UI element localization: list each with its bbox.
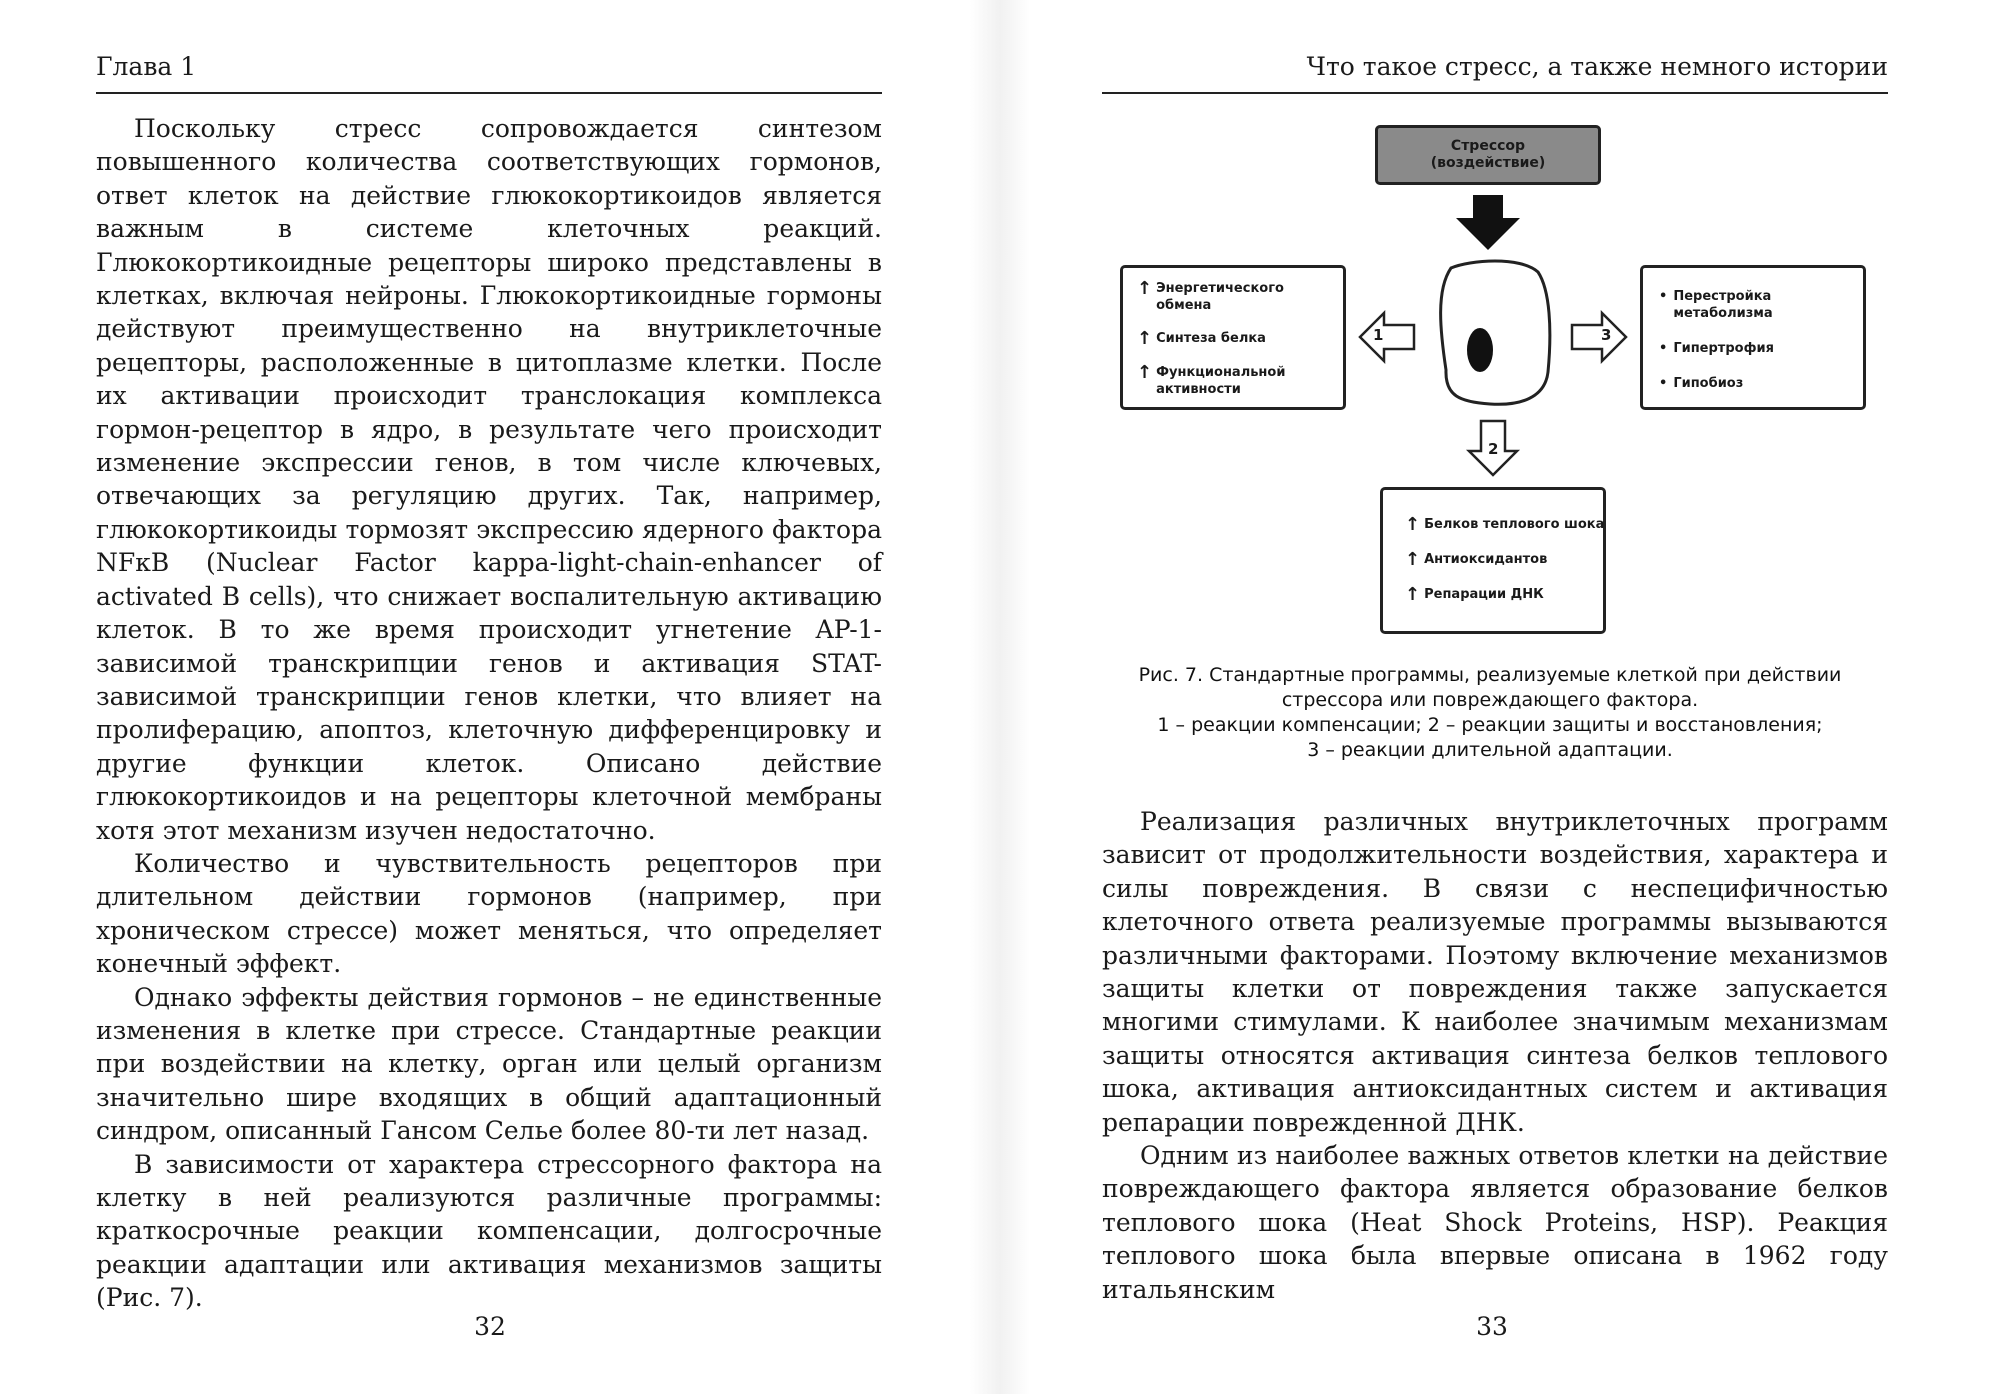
up-arrow-icon: ↑	[1137, 328, 1153, 349]
protection-box	[1380, 487, 1606, 634]
arrow-label-3: 3	[1601, 326, 1612, 344]
box-item: • Перестройка метаболизма	[1659, 289, 1773, 321]
box-item: ↑ Функциональной активности	[1137, 362, 1286, 397]
arrow-label-1: 1	[1373, 326, 1384, 344]
box-item: ↑ Синтеза белка	[1137, 328, 1266, 349]
box-item: ↑ Репарации ДНК	[1405, 584, 1544, 605]
up-arrow-icon: ↑	[1137, 362, 1153, 383]
page-number-right: 33	[1476, 1312, 1508, 1341]
up-arrow-icon: ↑	[1405, 549, 1421, 570]
page-number-left: 32	[474, 1312, 506, 1341]
right-outline-arrow	[1572, 313, 1626, 361]
stressor-box	[1375, 125, 1601, 185]
paragraph: Одним из наиболее важных ответов клетки на действие повреждающего фактора является образование белков теплового шока (Heat Shock Proteins, HSP). Реакция теплового шока была впервые описана в 1962 году итальянским	[1102, 1141, 1888, 1304]
left-outline-arrow	[1360, 313, 1414, 361]
right-text-block	[1102, 805, 1888, 1306]
right-page	[1000, 0, 2000, 1394]
paragraph: Количество и чувствительность рецепторов при длительном действии гормонов (например, при хроническом стрессе) может меняться, что определяет конечный эффект.	[96, 848, 882, 979]
paragraph: В зависимости от характера стрессорного фактора на клетку в ней реализуются различные программы: краткосрочные реакции компенсации, долгосрочные реакции адаптации или активация механизмов защиты (Рис. 7).	[96, 1149, 882, 1313]
stressor-label: Стрессор	[1450, 138, 1526, 154]
box-item: • Гипертрофия	[1659, 341, 1774, 356]
bullet-icon: •	[1659, 376, 1668, 391]
paragraph: Однако эффекты действия гормонов – не единственные изменения в клетке при стрессе. Стандартные реакции при воздействии на клетку, орган или целый организм значительно шире входящих в общий адаптационный синдром, описанный Гансом Селье более 80-ти лет назад.	[96, 982, 882, 1146]
stressor-down-arrow	[1456, 195, 1520, 250]
header-rule-left	[96, 92, 882, 94]
paragraph: Поскольку стресс сопровождается синтезом повышенного количества соответствующих гормонов, ответ клеток на действие глюкокортикоидов является важным в системе клеточных реакций. Глюкокортикоидные рецепторы широко представлены в клетках, включая нейроны. Глюкокортикоидные гормоны действуют преимущественно на внутриклеточные рецепторы, расположенные в цитоплазме клетки. После их активации происходит транслокация комплекса гормон-рецептор в ядро, в результате чего происходит изменение экспрессии генов, в том числе ключевых, отвечающих за регуляцию других. Так, например, глюкокортикоиды тормозят экспрессию ядерного фактора NFκB (Nuclear Factor kappa-light-chain-enhancer of activated B cells), что снижает воспалительную активацию клеток. В то же время происходит угнетение AP-1-зависимой транскрипции генов и активация STAT-зависимой транскрипции генов клетки, что влияет на пролиферацию, апоптоз, клеточную дифференцировку и другие функции клеток. Описано действие глюкокортикоидов и на рецепторы клеточной мембраны хотя этот механизм изучен недостаточно.	[96, 114, 882, 845]
running-head-left: Глава 1	[96, 52, 197, 81]
stressor-sublabel: (воздействие)	[1430, 155, 1546, 171]
bullet-icon: •	[1659, 341, 1668, 356]
bullet-icon: •	[1659, 289, 1668, 304]
box-item: ↑ Белков теплового шока	[1405, 514, 1605, 535]
up-arrow-icon: ↑	[1405, 514, 1421, 535]
adaptation-box	[1640, 265, 1866, 410]
up-arrow-icon: ↑	[1405, 584, 1421, 605]
running-head-right: Что такое стресс, а также немного истории	[1306, 52, 1888, 81]
box-item: ↑ Энергетического обмена	[1137, 278, 1284, 313]
left-page	[0, 0, 970, 1394]
cell-shape	[1441, 261, 1550, 404]
figure-caption: Рис. 7. Стандартные программы, реализуемые клеткой при действии стрессора или повреждающего фактора. 1 – реакции компенсации; 2 – реакции защиты и восстановления; 3 – реакции длительной адаптации.	[1138, 664, 1842, 761]
box-item: ↑ Антиоксидантов	[1405, 549, 1548, 570]
compensation-box	[1120, 265, 1346, 410]
up-arrow-icon: ↑	[1137, 278, 1153, 299]
paragraph: Реализация различных внутриклеточных программ зависит от продолжительности воздействия, характера и силы повреждения. В связи с неспецифичностью клеточного ответа реализуемые программы вызываются различными факторами. Поэтому включение механизмов защиты клетки от повреждения также запускается многими стимулами. К наиболее значимым механизмам защиты относятся активация синтеза белков теплового шока, активация антиоксидантных систем и активация репарации поврежденной ДНК.	[1102, 807, 1888, 1137]
box-item: • Гипобиоз	[1659, 376, 1744, 391]
figure-7	[1000, 0, 2000, 780]
cell-nucleus	[1467, 328, 1493, 372]
arrow-label-2: 2	[1488, 440, 1499, 458]
left-text-block	[96, 112, 882, 1315]
